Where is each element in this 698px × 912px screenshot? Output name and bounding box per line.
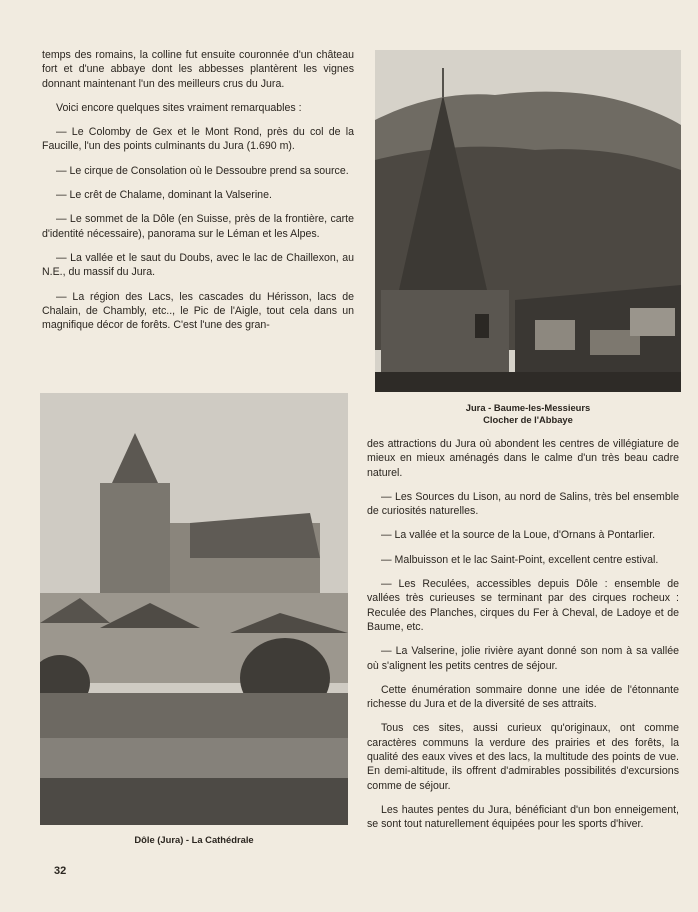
paragraph: — Le crêt de Chalame, dominant la Valserine.: [56, 189, 272, 202]
caption-line: Jura - Baume-les-Messieurs: [465, 402, 591, 413]
paragraph: — Le cirque de Consolation où le Dessoubre prend sa source.: [56, 164, 349, 177]
paragraph: — Les Sources du Lison, au nord de Salins, très bel ensemble de curiosités naturelles.: [367, 490, 679, 518]
paragraph: — Le sommet de la Dôle (en Suisse, près de la frontière, carte d'identité nécessaire), panorama sur le Léman et les Alpes.: [42, 213, 354, 240]
paragraph: Voici encore quelques sites vraiment remarquables :: [56, 101, 302, 114]
caption-dole-photo: Dôle (Jura) - La Cathédrale: [134, 834, 254, 845]
caption-line: Clocher de l'Abbaye: [483, 414, 573, 425]
right-text-column: [367, 437, 679, 842]
photo-abbey-bell-tower: [375, 50, 681, 392]
paragraph: des attractions du Jura où abondent les centres de villégiature de mieux en mieux aménagés dans le calme d'un très beau cadre naturel.: [367, 438, 679, 479]
caption-abbey-photo: [375, 402, 681, 426]
paragraph: — Malbuisson et le lac Saint-Point, excellent centre estival.: [381, 553, 659, 566]
paragraph: — La vallée et le saut du Doubs, avec le lac de Chaillexon, au N.E., du massif du Jura.: [42, 251, 354, 279]
paragraph: Tous ces sites, aussi curieux qu'originaux, ont comme caractères communs la verdure des prairies et des forêts, la qualité des eaux vives et des lacs, la multitude des points de vue. En demi-altitude, ils offrent d'admirables possibilités d'excursions comme de séjour.: [367, 722, 679, 792]
photo-dole-cathedral: [40, 393, 348, 825]
left-text-column: [42, 48, 354, 342]
paragraph: — La vallée et la source de la Loue, d'Ornans à Pontarlier.: [381, 529, 656, 542]
paragraph: — Les Reculées, accessibles depuis Dôle : ensemble de vallées très curieuses se terminant par des cirques rocheux : Reculée des Planches, cirques du Fer à Cheval, de Ladoye et de Baume, etc.: [367, 578, 679, 633]
paragraph: temps des romains, la colline fut ensuite couronnée d'un château fort et d'une abbaye dont les abbesses plantèrent les vignes donnant maintenant l'un des meilleurs crus du Jura.: [42, 49, 354, 90]
paragraph: Les hautes pentes du Jura, bénéficiant d'un bon enneigement, se sont tout naturellement équipées pour les sports d'hiver.: [367, 803, 679, 831]
page-number: 32: [54, 865, 67, 877]
paragraph: — La Valserine, jolie rivière ayant donné son nom à sa vallée où s'alignent les petits centres de séjour.: [367, 645, 679, 672]
paragraph: — Le Colomby de Gex et le Mont Rond, près du col de la Faucille, l'un des points culminants du Jura (1.690 m).: [42, 126, 354, 153]
paragraph: — La région des Lacs, les cascades du Hérisson, lacs de Chalain, de Chambly, etc.., le Pic de l'Aigle, tout cela dans un magnifique décor de forêts. C'est l'une des gran-: [42, 290, 354, 332]
paragraph: Cette énumération sommaire donne une idée de l'étonnante richesse du Jura et de la diversité de ses attraits.: [367, 683, 679, 711]
